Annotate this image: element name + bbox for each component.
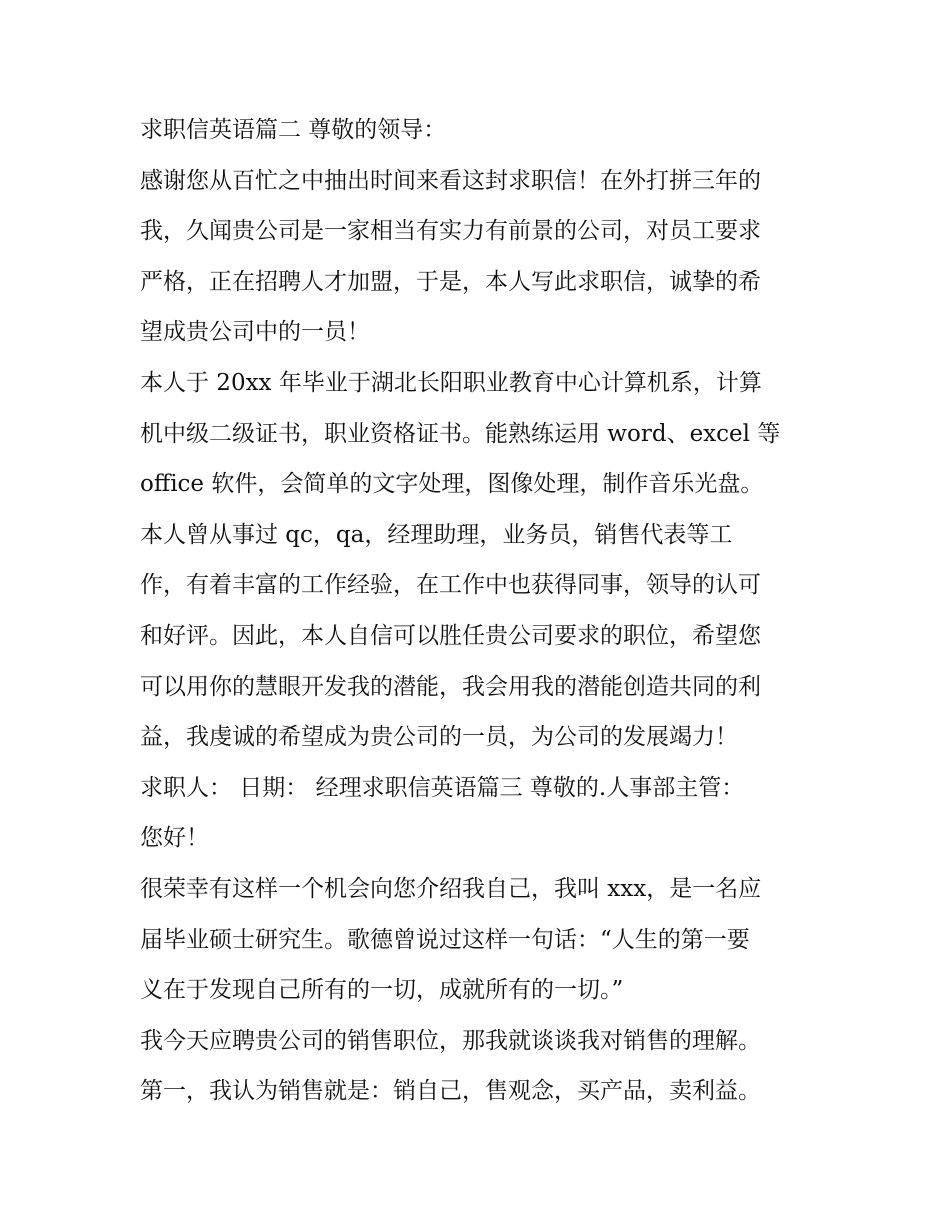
text-line: 很荣幸有这样一个机会向您介绍我自己，我叫 xxx，是一名应 — [140, 875, 762, 902]
text-line: 和好评。因此，本人自信可以胜任贵公司要求的职位，希望您 — [140, 622, 761, 649]
text-line: office 软件，会简单的文字处理，图像处理，制作音乐光盘。 — [140, 471, 764, 498]
text-line: 我今天应聘贵公司的销售职位，那我就谈谈我对销售的理解。 — [140, 1027, 761, 1054]
text-line: 本人于 20xx 年毕业于湖北长阳职业教育中心计算机系，计算 — [140, 369, 762, 396]
text-line: 望成贵公司中的一员！ — [140, 319, 370, 346]
text-line: 求职人： 日期： 经理求职信英语篇三 尊敬的.人事部主管： — [140, 774, 745, 801]
text-line: 作，有着丰富的工作经验，在工作中也获得同事，领导的认可 — [140, 572, 761, 599]
text-line: 机中级二级证书，职业资格证书。能熟练运用 word、excel 等 — [140, 420, 781, 447]
text-line: 届毕业硕士研究生。歌德曾说过这样一句话：“人生的第一要 — [140, 926, 750, 953]
text-line: 严格，正在招聘人才加盟，于是，本人写此求职信，诚挚的希 — [140, 268, 761, 295]
document-body — [140, 105, 815, 1117]
text-line: 义在于发现自己所有的一切，成就所有的一切。” — [140, 977, 624, 1004]
text-line: 可以用你的慧眼开发我的潜能，我会用我的潜能创造共同的利 — [140, 673, 761, 700]
text-line: 本人曾从事过 qc，qa，经理助理，业务员，销售代表等工 — [140, 521, 733, 548]
text-line: 感谢您从百忙之中抽出时间来看这封求职信！在外打拼三年的 — [140, 167, 761, 194]
text-line: 我，久闻贵公司是一家相当有实力有前景的公司，对员工要求 — [140, 218, 761, 245]
text-line: 益，我虔诚的希望成为贵公司的一员，为公司的发展竭力！ — [140, 724, 738, 751]
text-line: 第一，我认为销售就是：销自己，售观念，买产品，卖利益。 — [140, 1078, 761, 1105]
text-line: 您好！ — [140, 825, 209, 852]
text-line: 求职信英语篇二 尊敬的领导： — [140, 117, 447, 143]
